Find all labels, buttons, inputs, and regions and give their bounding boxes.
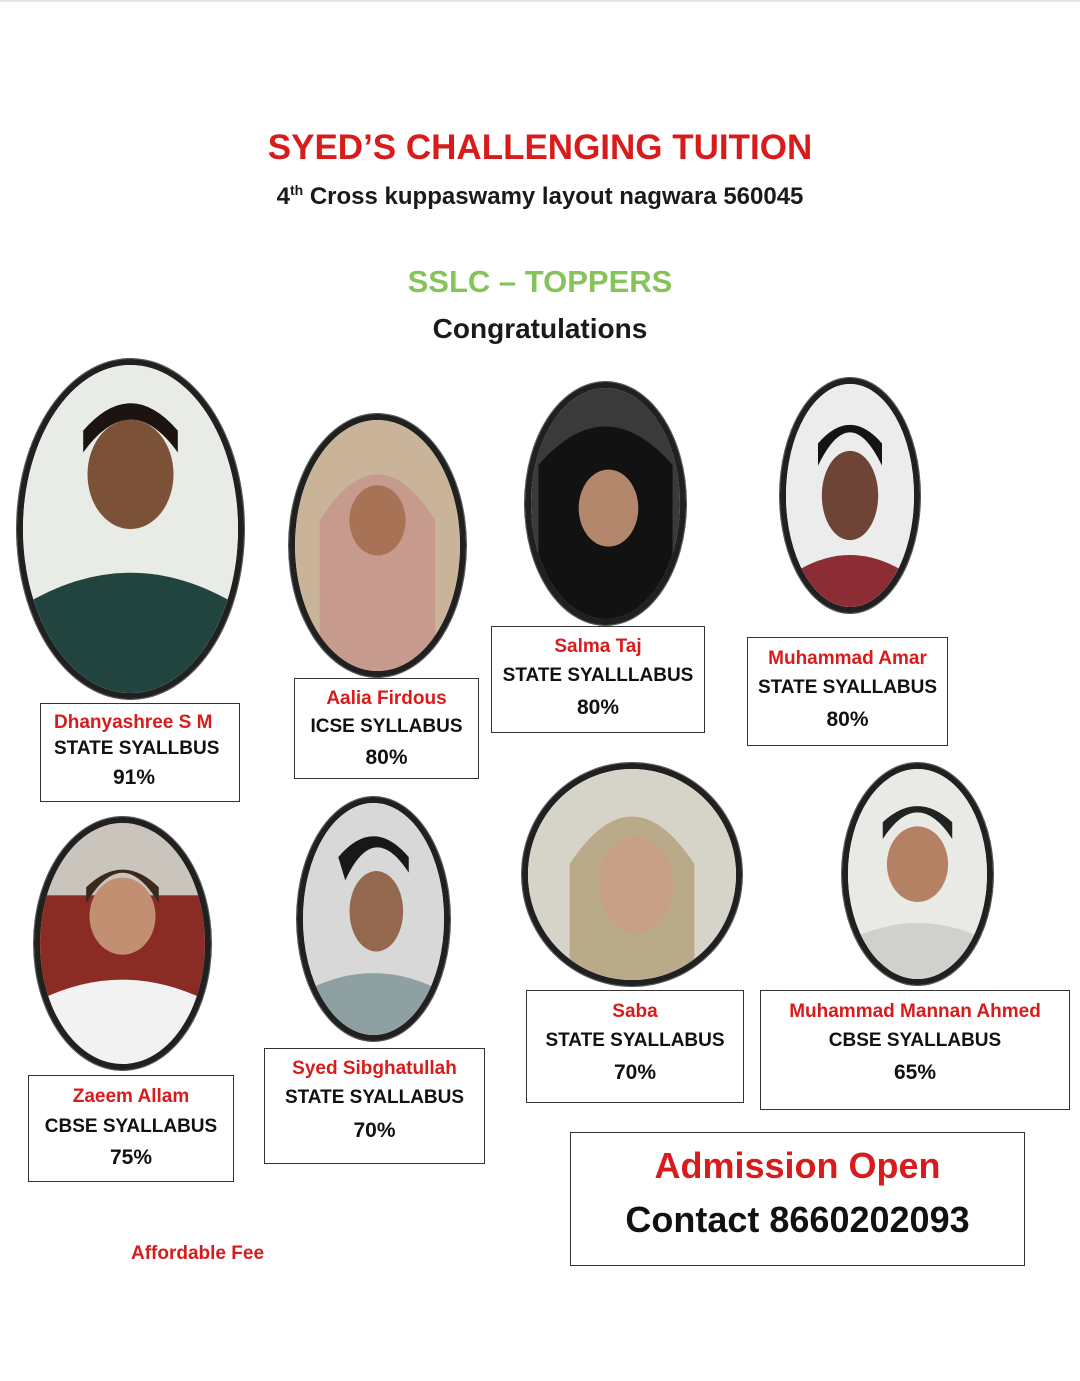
topper-syllabus: STATE SYALLABUS: [757, 677, 938, 698]
topper-card-amar: [747, 637, 948, 746]
topper-name: Saba: [612, 1001, 658, 1022]
topper-photo-dhanyashree: [17, 359, 244, 699]
topper-card-salma: [491, 626, 705, 733]
congratulations-heading: Congratulations: [432, 313, 648, 344]
topper-syllabus: ICSE SYLLABUS: [310, 716, 463, 737]
topper-syllabus: CBSE SYALLABUS: [44, 1116, 218, 1137]
topper-name: Dhanyashree S M: [54, 712, 213, 733]
topper-name: Muhammad Mannan Ahmed: [789, 1001, 1041, 1022]
topper-photo-saba: [522, 763, 742, 986]
admission-open-text: Admission Open: [654, 1145, 941, 1186]
topper-name: Zaeem Allam: [72, 1086, 190, 1107]
topper-name: Syed Sibghatullah: [292, 1058, 457, 1079]
contact-number: Contact 8660202093: [625, 1199, 970, 1240]
topper-photo-syed: [297, 797, 450, 1041]
topper-card-mannan: [760, 990, 1070, 1110]
topper-photo-mannan: [842, 763, 993, 985]
topper-name: Salma Taj: [554, 636, 642, 657]
topper-photo-aalia: [289, 414, 466, 677]
topper-card-saba: [526, 990, 744, 1103]
section-subtitle: SSLC – TOPPERS: [407, 264, 673, 299]
admission-box: [570, 1132, 1025, 1266]
topper-card-dhanyashree: [40, 703, 240, 802]
topper-name: Aalia Firdous: [326, 688, 447, 709]
topper-percent: 91%: [113, 766, 156, 789]
topper-percent: 80%: [826, 708, 869, 731]
address-line: 4th Cross kuppaswamy layout nagwara 560045: [276, 182, 804, 210]
top-divider: [0, 0, 1080, 2]
topper-percent: 80%: [576, 696, 620, 719]
topper-percent: 65%: [893, 1061, 937, 1084]
topper-photo-salma: [525, 382, 686, 625]
topper-syllabus: STATE SYALLLABUS: [502, 665, 694, 686]
topper-syllabus: CBSE SYALLABUS: [828, 1030, 1002, 1051]
topper-percent: 80%: [365, 746, 408, 769]
topper-photo-zaeem: [34, 817, 211, 1070]
topper-percent: 75%: [109, 1146, 153, 1169]
topper-card-aalia: [294, 678, 479, 779]
topper-name: Muhammad Amar: [768, 648, 927, 669]
topper-syllabus: STATE SYALLBUS: [54, 738, 220, 759]
topper-card-zaeem: [28, 1075, 234, 1182]
topper-syllabus: STATE SYALLABUS: [284, 1087, 465, 1108]
topper-card-syed: [264, 1048, 485, 1164]
affordable-fee-text: Affordable Fee: [131, 1243, 265, 1264]
page-title: SYED’S CHALLENGING TUITION: [267, 128, 813, 167]
topper-percent: 70%: [353, 1119, 396, 1142]
topper-percent: 70%: [613, 1061, 657, 1084]
topper-syllabus: STATE SYALLABUS: [545, 1030, 725, 1051]
topper-photo-amar: [780, 378, 920, 613]
